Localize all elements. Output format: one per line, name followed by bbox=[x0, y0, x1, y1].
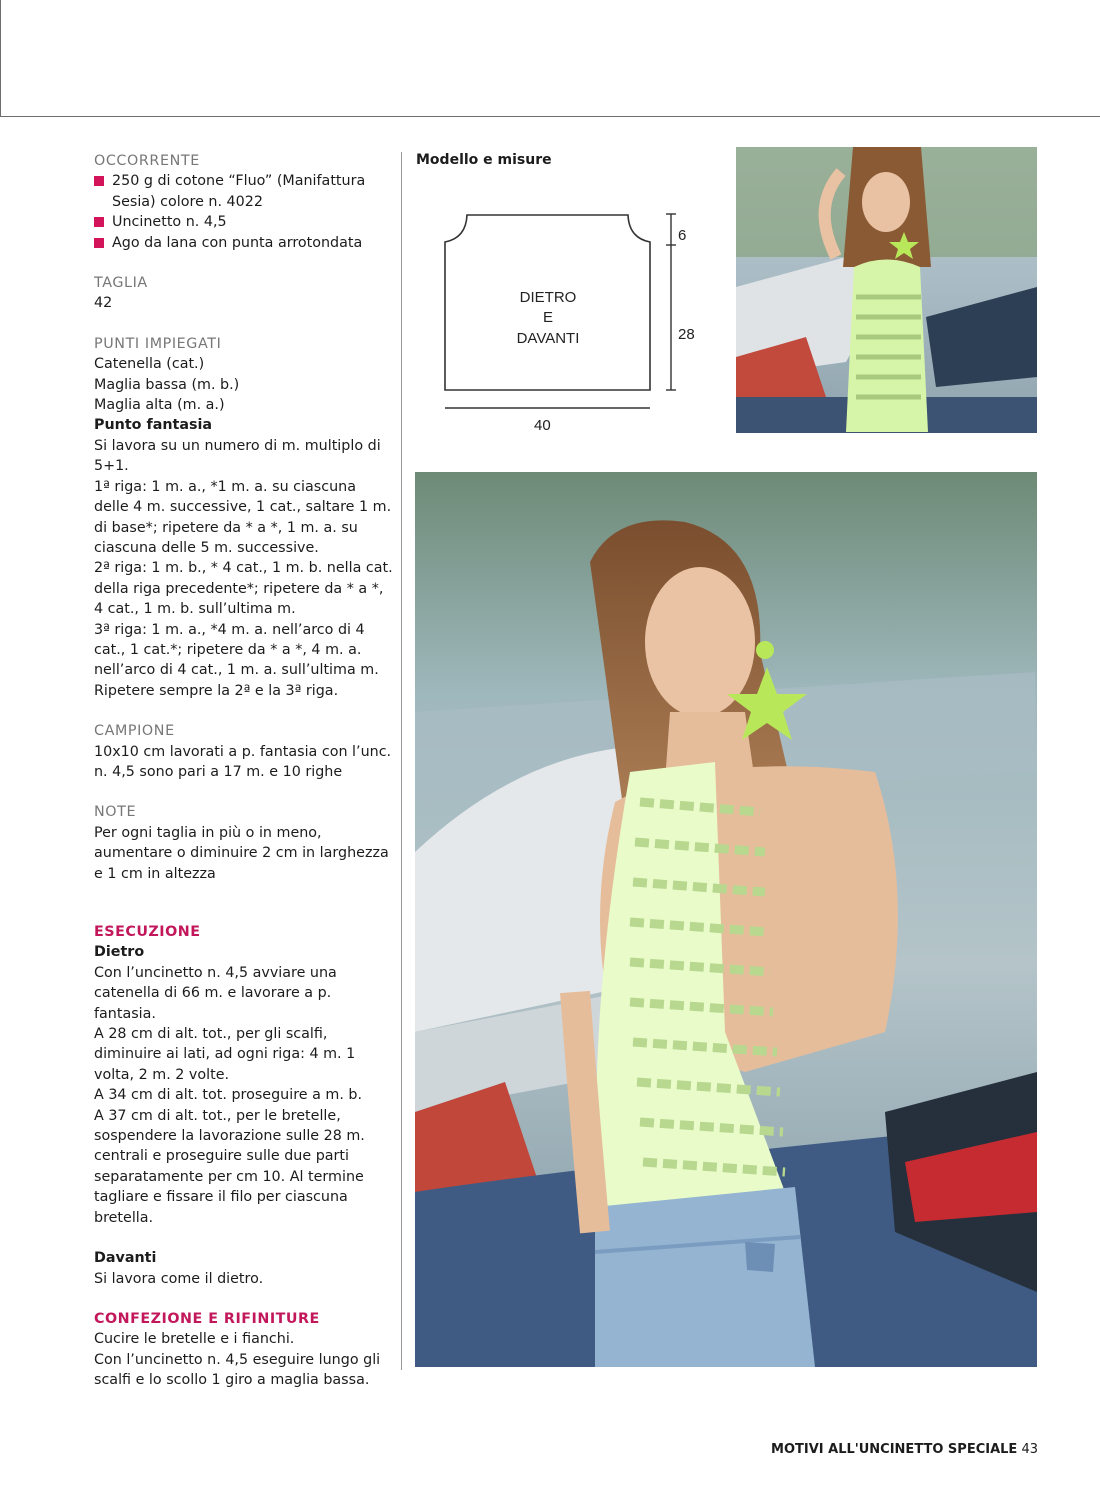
page-footer bbox=[771, 1442, 1038, 1457]
fantasia-line: 2ª riga: 1 m. b., * 4 cat., 1 m. b. nella cat. della riga precedente*; ripetere da * a *, 4 cat., 1 m. b. sull’ultima m. bbox=[94, 560, 393, 618]
back-photo-illustration bbox=[415, 472, 1037, 1367]
fantasia-line: Ripetere sempre la 2ª e la 3ª riga. bbox=[94, 682, 339, 699]
confezione-line: Con l’uncinetto n. 4,5 eseguire lungo gli scalfi e lo scollo 1 giro a maglia bassa. bbox=[94, 1351, 381, 1389]
campione-text: 10x10 cm lavorati a p. fantasia con l’unc. n. 4,5 sono pari a 17 m. e 10 righe bbox=[94, 743, 392, 780]
esecuzione-heading: ESECUZIONE bbox=[94, 924, 201, 940]
taglia-heading: TAGLIA bbox=[94, 275, 148, 292]
davanti-title: Davanti bbox=[94, 1250, 157, 1267]
magazine-title: MOTIVI ALL'UNCINETTO SPECIALE bbox=[771, 1442, 1018, 1457]
bullet-square-icon bbox=[94, 176, 104, 186]
dietro-line: A 34 cm di alt. tot. proseguire a m. b. bbox=[94, 1087, 363, 1104]
page-number: 43 bbox=[1021, 1442, 1038, 1457]
list-item: Maglia alta (m. a.) bbox=[94, 397, 225, 414]
diagram-title: Modello e misure bbox=[416, 152, 552, 168]
dimension-bottom: 40 bbox=[534, 417, 551, 434]
page-edge-line bbox=[0, 0, 1, 117]
dietro-line: A 28 cm di alt. tot., per gli scalfi, diminuire ai lati, ad ogni riga: 4 m. 1 volta, 2 m. 2 volte. bbox=[94, 1026, 356, 1083]
dimension-side: 28 bbox=[678, 326, 695, 343]
bullet-square-icon bbox=[94, 238, 104, 248]
note-text: Per ogni taglia in più o in meno, aumentare o diminuire 2 cm in larghezza e 1 cm in altezza bbox=[94, 824, 389, 882]
front-photo-illustration bbox=[736, 147, 1037, 433]
bullet-square-icon bbox=[94, 217, 104, 227]
panel-label: DIETRO bbox=[519, 289, 577, 306]
list-item: Uncinetto n. 4,5 bbox=[94, 212, 394, 232]
dietro-line: Con l’uncinetto n. 4,5 avviare una catenella di 66 m. e lavorare a p. fantasia. bbox=[94, 964, 337, 1022]
list-item: 250 g di cotone “Fluo” (Manifattura Sesia) colore n. 4022 bbox=[94, 171, 394, 212]
list-item: Ago da lana con punta arrotondata bbox=[94, 233, 394, 253]
dimension-top: 6 bbox=[678, 227, 687, 244]
confezione-line: Cucire le bretelle e i fianchi. bbox=[94, 1331, 295, 1348]
list-item: Maglia bassa (m. b.) bbox=[94, 376, 240, 393]
campione-heading: CAMPIONE bbox=[94, 723, 175, 740]
taglia-value: 42 bbox=[94, 295, 113, 312]
list-item: Catenella (cat.) bbox=[94, 356, 205, 373]
column-divider bbox=[401, 152, 402, 1370]
punti-heading: PUNTI IMPIEGATI bbox=[94, 335, 222, 352]
instructions-column bbox=[94, 151, 394, 1391]
fantasia-line: 3ª riga: 1 m. a., *4 m. a. nell’arco di 4 cat., 1 cat.*; ripetere da * a *, 4 m. a. nell’arco di 4 cat., 1 m. a. sull’ultima m. bbox=[94, 621, 379, 679]
punto-fantasia-title: Punto fantasia bbox=[94, 417, 213, 434]
fantasia-line: 1ª riga: 1 m. a., *1 m. a. su ciascuna delle 4 m. successive, 1 cat., saltare 1 m. di base*; ripetere da * a *, 1 m. a. su ciascuna delle 5 m. successive. bbox=[94, 478, 392, 556]
model-back-photo bbox=[415, 472, 1037, 1367]
model-front-photo bbox=[736, 147, 1037, 433]
occorrente-heading: OCCORRENTE bbox=[94, 153, 200, 169]
schematic-diagram bbox=[414, 150, 724, 440]
header-rule bbox=[0, 116, 1100, 117]
panel-label: E bbox=[542, 309, 554, 326]
note-heading: NOTE bbox=[94, 804, 137, 821]
garment-schematic bbox=[414, 150, 724, 440]
panel-label: DAVANTI bbox=[516, 330, 580, 347]
fantasia-line: Si lavora su un numero di m. multiplo di 5+1. bbox=[94, 437, 381, 475]
confezione-heading: CONFEZIONE E RIFINITURE bbox=[94, 1310, 320, 1327]
dietro-line: A 37 cm di alt. tot., per le bretelle, sospendere la lavorazione sulle 28 m. centrali e proseguire sulle due parti separatamente per cm 10. Al termine tagliare e fissare il filo per ciascuna bretella. bbox=[94, 1107, 365, 1226]
dietro-title: Dietro bbox=[94, 944, 145, 961]
davanti-text: Si lavora come il dietro. bbox=[94, 1270, 264, 1287]
